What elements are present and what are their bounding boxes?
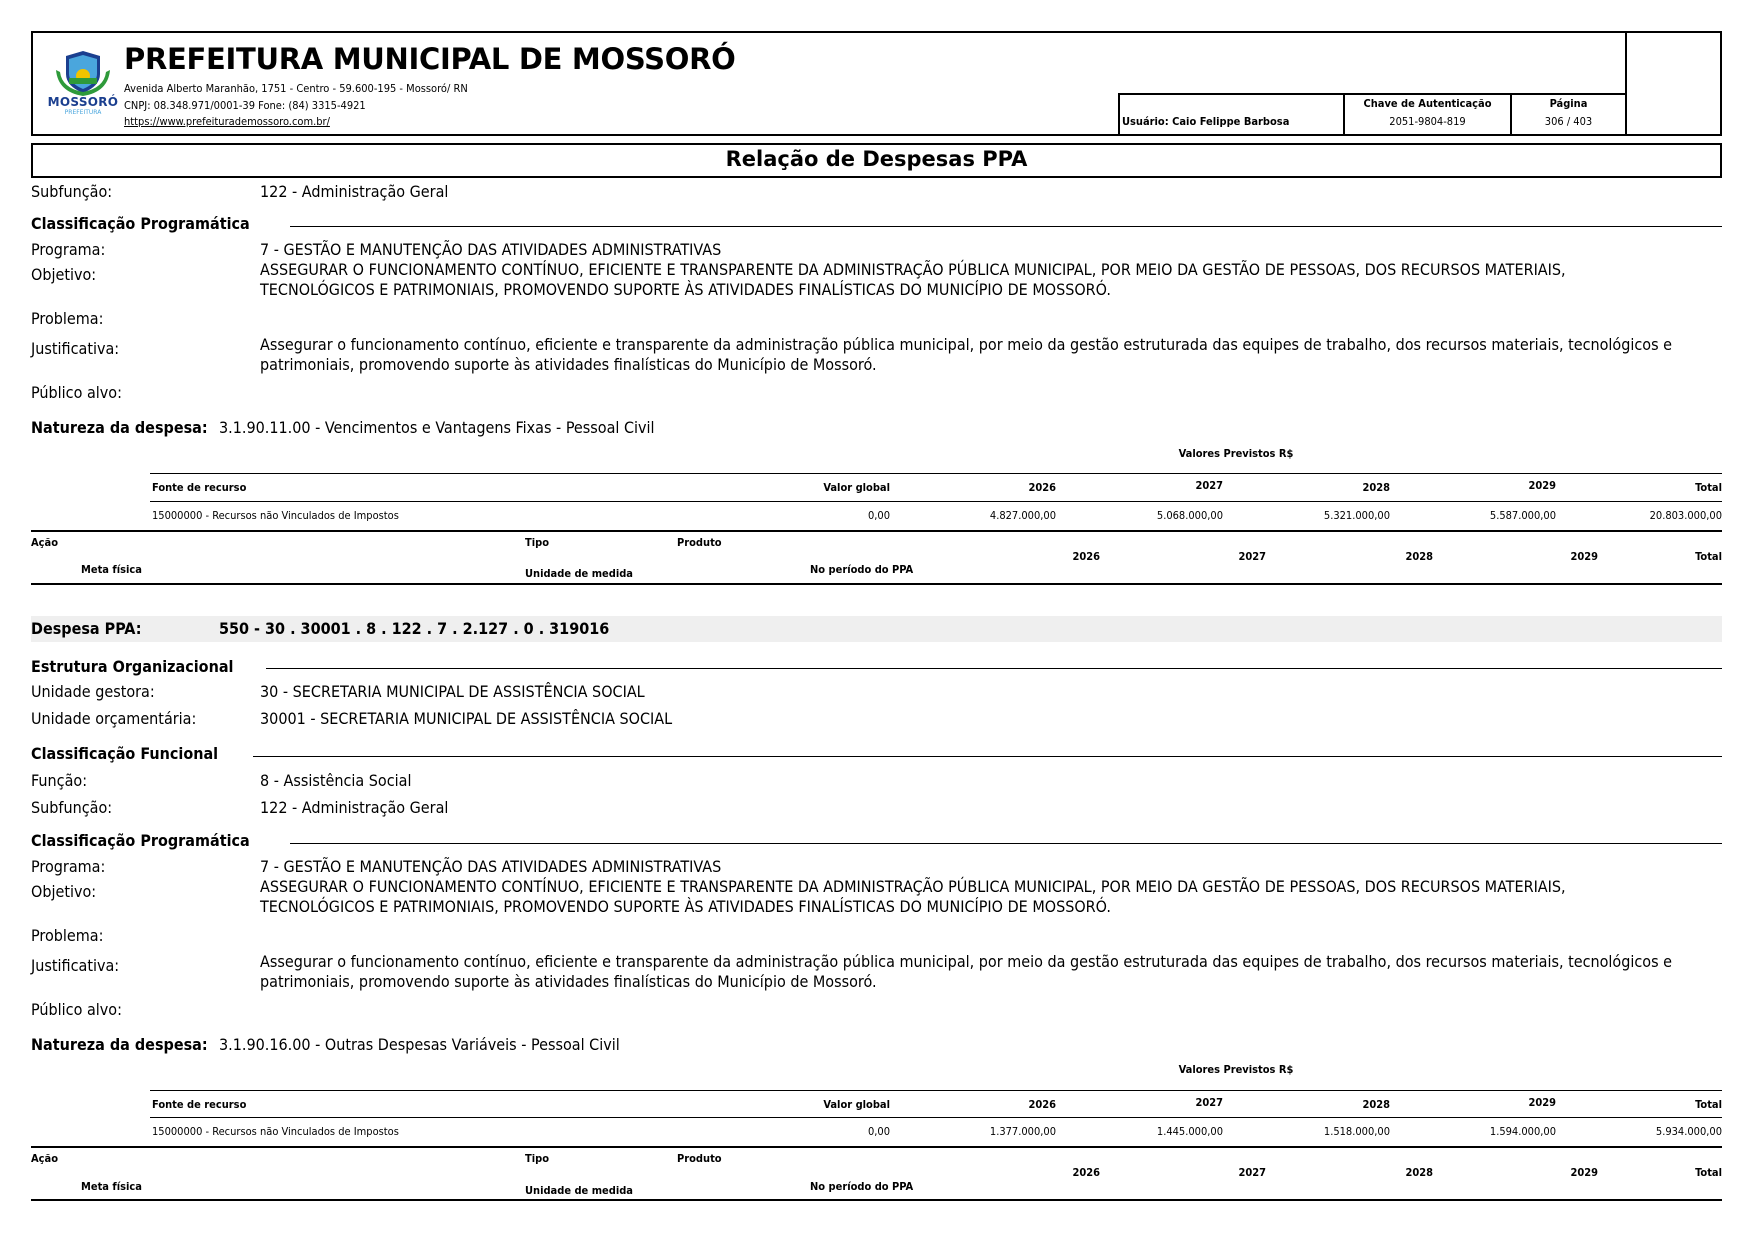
unidade-gestora-label: Unidade gestora: [31, 682, 155, 701]
col-valor-global: Valor global [823, 1098, 890, 1111]
objetivo-label: Objetivo: [31, 882, 97, 901]
header-right-box [1625, 31, 1722, 136]
cell-total: 20.803.000,00 [1649, 509, 1722, 522]
despesa-ppa-label: Despesa PPA: [31, 619, 142, 638]
subfuncao-value: 122 - Administração Geral [260, 182, 449, 201]
cell-valor-global: 0,00 [867, 509, 890, 522]
despesa-ppa-code: 550 - 30 . 30001 . 8 . 122 . 7 . 2.127 . 0 . 319016 [219, 619, 610, 638]
justificativa-value-line2: patrimoniais, promovendo suporte às atividades finalísticas do Município de Mossoró. [260, 355, 877, 374]
cell-fonte: 15000000 - Recursos não Vinculados de Impostos [152, 509, 399, 522]
table-rule-thick [31, 1146, 1722, 1148]
table-rule [150, 501, 1722, 502]
meta-col-2028: 2028 [1405, 550, 1433, 563]
cell-2026: 4.827.000,00 [989, 509, 1056, 522]
col-valor-global: Valor global [823, 481, 890, 494]
justificativa-value-line1: Assegurar o funcionamento contínuo, eficiente e transparente da administração pública municipal, por meio da gestão estruturada das equipes de trabalho, dos recursos materiais, tecnológicos e [260, 335, 1673, 354]
natureza-despesa-value: 3.1.90.16.00 - Outras Despesas Variáveis - Pessoal Civil [219, 1035, 620, 1054]
col-fonte-recurso: Fonte de recurso [152, 1098, 247, 1111]
col-2027: 2027 [1195, 479, 1223, 492]
estrutura-organizacional-heading: Estrutura Organizacional [31, 657, 234, 676]
natureza-despesa-value: 3.1.90.11.00 - Vencimentos e Vantagens Fixas - Pessoal Civil [219, 418, 655, 437]
col-2028: 2028 [1362, 1098, 1390, 1111]
publico-alvo-label: Público alvo: [31, 383, 122, 402]
logo-text: MOSSORÓ [47, 95, 119, 109]
table-rule [150, 1090, 1722, 1091]
cell-fonte: 15000000 - Recursos não Vinculados de Impostos [152, 1125, 399, 1138]
table-rule-thick [31, 583, 1722, 585]
logo-subtext: PREFEITURA [64, 109, 102, 116]
cell-total: 5.934.000,00 [1655, 1125, 1722, 1138]
publico-alvo-label: Público alvo: [31, 1000, 122, 1019]
table-rule-thick [31, 1199, 1722, 1201]
col-total: Total [1695, 481, 1722, 494]
objetivo-value-line1: ASSEGURAR O FUNCIONAMENTO CONTÍNUO, EFICIENTE E TRANSPARENTE DA ADMINISTRAÇÃO PÚBLICA MUNICIPAL, POR MEIO DA GESTÃO DE PESSOAS, DOS RECURSOS MATERIAIS, [260, 877, 1566, 896]
section-divider [290, 226, 1722, 227]
page-number: 306 / 403 [1544, 115, 1593, 128]
programa-label: Programa: [31, 857, 106, 876]
cell-2026: 1.377.000,00 [989, 1125, 1056, 1138]
cell-2029: 5.587.000,00 [1489, 509, 1556, 522]
col-produto: Produto [677, 1152, 722, 1165]
org-address: Avenida Alberto Maranhão, 1751 - Centro - 59.600-195 - Mossoró/ RN [124, 82, 468, 95]
col-2028: 2028 [1362, 481, 1390, 494]
col-2029: 2029 [1528, 1096, 1556, 1109]
user-label: Usuário: Caio Felippe Barbosa [1122, 115, 1290, 128]
subfuncao-label: Subfunção: [31, 182, 113, 201]
meta-col-2029: 2029 [1570, 550, 1598, 563]
cell-valor-global: 0,00 [867, 1125, 890, 1138]
cell-2028: 5.321.000,00 [1323, 509, 1390, 522]
section-divider [266, 668, 1722, 669]
meta-col-2027: 2027 [1238, 550, 1266, 563]
classificacao-funcional-heading: Classificação Funcional [31, 744, 219, 763]
section-divider [253, 756, 1722, 757]
org-name: PREFEITURA MUNICIPAL DE MOSSORÓ [124, 42, 736, 76]
meta-col-total: Total [1695, 550, 1722, 563]
col-unidade-medida: Unidade de medida [525, 567, 633, 580]
programa-value: 7 - GESTÃO E MANUTENÇÃO DAS ATIVIDADES ADMINISTRATIVAS [260, 857, 722, 876]
col-tipo: Tipo [525, 536, 550, 549]
org-website-link[interactable]: https://www.prefeiturademossoro.com.br/ [124, 115, 330, 128]
unidade-orcamentaria-label: Unidade orçamentária: [31, 709, 197, 728]
classificacao-programatica-heading: Classificação Programática [31, 831, 250, 850]
col-tipo: Tipo [525, 1152, 550, 1165]
natureza-despesa-label: Natureza da despesa: [31, 1035, 208, 1054]
objetivo-value-line1: ASSEGURAR O FUNCIONAMENTO CONTÍNUO, EFICIENTE E TRANSPARENTE DA ADMINISTRAÇÃO PÚBLICA MUNICIPAL, POR MEIO DA GESTÃO DE PESSOAS, DOS RECURSOS MATERIAIS, [260, 260, 1566, 279]
col-meta-fisica: Meta física [81, 563, 142, 576]
section-divider [290, 843, 1722, 844]
justificativa-label: Justificativa: [31, 339, 120, 358]
meta-col-2029: 2029 [1570, 1166, 1598, 1179]
cell-2029: 1.594.000,00 [1489, 1125, 1556, 1138]
justificativa-value-line1: Assegurar o funcionamento contínuo, eficiente e transparente da administração pública municipal, por meio da gestão estruturada das equipes de trabalho, dos recursos materiais, tecnológicos e [260, 952, 1673, 971]
logo [48, 48, 118, 116]
meta-col-2026: 2026 [1072, 1166, 1100, 1179]
meta-col-2027: 2027 [1238, 1166, 1266, 1179]
objetivo-value-line2: TECNOLÓGICOS E PATRIMONIAIS, PROMOVENDO SUPORTE ÀS ATIVIDADES FINALÍSTICAS DO MUNICÍPIO DE MOSSORÓ. [260, 897, 1111, 916]
unidade-gestora-value: 30 - SECRETARIA MUNICIPAL DE ASSISTÊNCIA SOCIAL [260, 682, 645, 701]
col-no-periodo: No período do PPA [810, 563, 914, 576]
justificativa-label: Justificativa: [31, 956, 120, 975]
objetivo-value-line2: TECNOLÓGICOS E PATRIMONIAIS, PROMOVENDO SUPORTE ÀS ATIVIDADES FINALÍSTICAS DO MUNICÍPIO DE MOSSORÓ. [260, 280, 1111, 299]
subfuncao-value: 122 - Administração Geral [260, 798, 449, 817]
funcao-label: Função: [31, 771, 88, 790]
natureza-despesa-label: Natureza da despesa: [31, 418, 208, 437]
meta-col-2026: 2026 [1072, 550, 1100, 563]
col-acao: Ação [31, 1152, 59, 1165]
valores-previstos-heading: Valores Previstos R$ [1178, 1063, 1294, 1076]
auth-key-value: 2051-9804-819 [1389, 115, 1466, 128]
col-acao: Ação [31, 536, 59, 549]
justificativa-value-line2: patrimoniais, promovendo suporte às atividades finalísticas do Município de Mossoró. [260, 972, 877, 991]
table-rule [150, 473, 1722, 474]
page-label: Página [1549, 97, 1588, 110]
funcao-value: 8 - Assistência Social [260, 771, 412, 790]
cell-2027: 1.445.000,00 [1156, 1125, 1223, 1138]
valores-previstos-heading: Valores Previstos R$ [1178, 447, 1294, 460]
col-meta-fisica: Meta física [81, 1180, 142, 1193]
col-produto: Produto [677, 536, 722, 549]
cell-2027: 5.068.000,00 [1156, 509, 1223, 522]
report-title: Relação de Despesas PPA [725, 147, 1028, 171]
objetivo-label: Objetivo: [31, 265, 97, 284]
col-2027: 2027 [1195, 1096, 1223, 1109]
cell-2028: 1.518.000,00 [1323, 1125, 1390, 1138]
col-unidade-medida: Unidade de medida [525, 1184, 633, 1197]
meta-col-2028: 2028 [1405, 1166, 1433, 1179]
meta-col-total: Total [1695, 1166, 1722, 1179]
problema-label: Problema: [31, 309, 104, 328]
table-rule [150, 1117, 1722, 1118]
col-2029: 2029 [1528, 479, 1556, 492]
auth-key-label: Chave de Autenticação [1363, 97, 1492, 110]
programa-label: Programa: [31, 240, 106, 259]
coat-of-arms-icon [48, 48, 118, 98]
org-cnpj-phone: CNPJ: 08.348.971/0001-39 Fone: (84) 3315-4921 [124, 99, 366, 112]
col-no-periodo: No período do PPA [810, 1180, 914, 1193]
programa-value: 7 - GESTÃO E MANUTENÇÃO DAS ATIVIDADES ADMINISTRATIVAS [260, 240, 722, 259]
classificacao-programatica-heading: Classificação Programática [31, 214, 250, 233]
table-rule-thick [31, 530, 1722, 532]
col-fonte-recurso: Fonte de recurso [152, 481, 247, 494]
problema-label: Problema: [31, 926, 104, 945]
col-2026: 2026 [1028, 1098, 1056, 1111]
col-total: Total [1695, 1098, 1722, 1111]
col-2026: 2026 [1028, 481, 1056, 494]
subfuncao-label: Subfunção: [31, 798, 113, 817]
unidade-orcamentaria-value: 30001 - SECRETARIA MUNICIPAL DE ASSISTÊNCIA SOCIAL [260, 709, 673, 728]
